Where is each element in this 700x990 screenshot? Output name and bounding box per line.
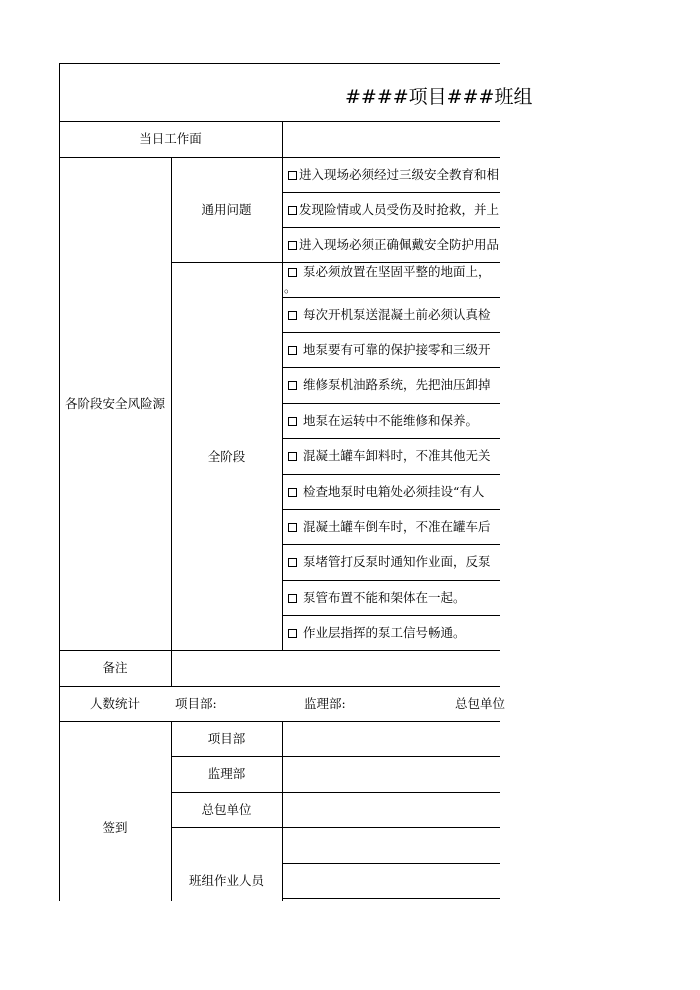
stage-item[interactable]: 混凝土罐车倒车时，不准在罐车后 bbox=[288, 519, 491, 535]
checkbox-icon bbox=[288, 558, 297, 567]
checkbox-icon bbox=[288, 171, 297, 180]
border-top bbox=[59, 63, 500, 64]
checkbox-icon bbox=[288, 311, 297, 320]
signature-cell-contractor[interactable] bbox=[283, 793, 500, 827]
rule-sign-5 bbox=[282, 898, 500, 899]
signin-contractor-label: 总包单位 bbox=[201, 802, 252, 817]
rule-stage-8 bbox=[282, 544, 500, 545]
signature-cell-project[interactable] bbox=[283, 722, 500, 756]
all-stages-label: 全阶段 bbox=[207, 449, 246, 464]
rule-stage-7 bbox=[282, 509, 500, 510]
remarks-label: 备注 bbox=[102, 660, 128, 675]
page-title: ####项目###班组 bbox=[345, 86, 533, 108]
headcount-contractor: 总包单位 bbox=[455, 696, 506, 711]
checkbox-icon bbox=[288, 523, 297, 532]
rule-general-bottom bbox=[171, 262, 500, 263]
signin-supervision-label: 监理部 bbox=[207, 766, 246, 781]
rule-stage-9 bbox=[282, 580, 500, 581]
signin-project-label: 项目部 bbox=[207, 731, 246, 746]
stage-item[interactable]: 混凝土罐车卸料时，不准其他无关 bbox=[288, 448, 491, 464]
rule-stage-6 bbox=[282, 474, 500, 475]
general-item[interactable]: 进入现场必须正确佩戴安全防护用品 bbox=[288, 237, 499, 253]
checkbox-icon bbox=[288, 241, 297, 250]
checkbox-icon bbox=[288, 594, 297, 603]
headcount-supervision: 监理部: bbox=[304, 696, 346, 711]
rule-stage-4 bbox=[282, 403, 500, 404]
rule-general-2 bbox=[282, 227, 500, 228]
rule-workface-bottom bbox=[59, 157, 500, 158]
border-left bbox=[59, 63, 60, 901]
checkbox-icon bbox=[288, 417, 297, 426]
general-item[interactable]: 发现险情或人员受伤及时抢救，并上 bbox=[288, 202, 499, 218]
general-issues-label: 通用问题 bbox=[201, 202, 252, 217]
stage-item[interactable]: 泵必须放置在坚固平整的地面上， bbox=[288, 264, 491, 280]
safety-checklist-sheet bbox=[59, 63, 533, 901]
headcount-label: 人数统计 bbox=[89, 696, 140, 711]
checkbox-icon bbox=[288, 206, 297, 215]
rule-stage-3 bbox=[282, 367, 500, 368]
checkbox-icon bbox=[288, 452, 297, 461]
checkbox-icon bbox=[288, 629, 297, 638]
rule-general-1 bbox=[282, 192, 500, 193]
workface-value-cell[interactable] bbox=[283, 122, 500, 157]
rule-stage-1 bbox=[282, 297, 500, 298]
stage-item[interactable]: 泵管布置不能和架体在一起。 bbox=[288, 590, 466, 606]
rule-stage-10 bbox=[282, 615, 500, 616]
signature-cell-supervision[interactable] bbox=[283, 757, 500, 792]
workface-label: 当日工作面 bbox=[139, 131, 202, 146]
risk-source-label: 各阶段安全风险源 bbox=[64, 396, 165, 411]
signin-label: 签到 bbox=[102, 820, 128, 835]
stage-item[interactable]: 作业层指挥的泵工信号畅通。 bbox=[288, 625, 466, 641]
stage-item-continuation: 。 bbox=[284, 280, 297, 295]
checkbox-icon bbox=[288, 346, 297, 355]
checkbox-icon bbox=[288, 488, 297, 497]
remarks-value-cell[interactable] bbox=[172, 651, 500, 686]
general-item[interactable]: 进入现场必须经过三级安全教育和相 bbox=[288, 167, 499, 183]
rule-col-2 bbox=[171, 157, 172, 651]
rule-stage-5 bbox=[282, 438, 500, 439]
signature-cell-crew[interactable] bbox=[283, 828, 500, 898]
rule-col-3 bbox=[282, 157, 283, 651]
stage-item[interactable]: 维修泵机油路系统，先把油压卸掉 bbox=[288, 377, 491, 393]
checkbox-icon bbox=[288, 268, 297, 277]
checkbox-icon bbox=[288, 381, 297, 390]
stage-item[interactable]: 泵堵管打反泵时通知作业面，反泵 bbox=[288, 554, 491, 570]
rule-remarks-bottom bbox=[59, 686, 500, 687]
headcount-project: 项目部: bbox=[175, 696, 217, 711]
stage-item[interactable]: 地泵要有可靠的保护接零和三级开 bbox=[288, 342, 491, 358]
stage-item[interactable]: 地泵在运转中不能维修和保养。 bbox=[288, 413, 478, 429]
stage-item[interactable]: 每次开机泵送混凝土前必须认真检 bbox=[288, 307, 491, 323]
stage-item[interactable]: 检查地泵时电箱处必须挂设“有人 bbox=[288, 484, 484, 500]
signin-crew-label: 班组作业人员 bbox=[188, 873, 264, 888]
rule-stage-2 bbox=[282, 332, 500, 333]
